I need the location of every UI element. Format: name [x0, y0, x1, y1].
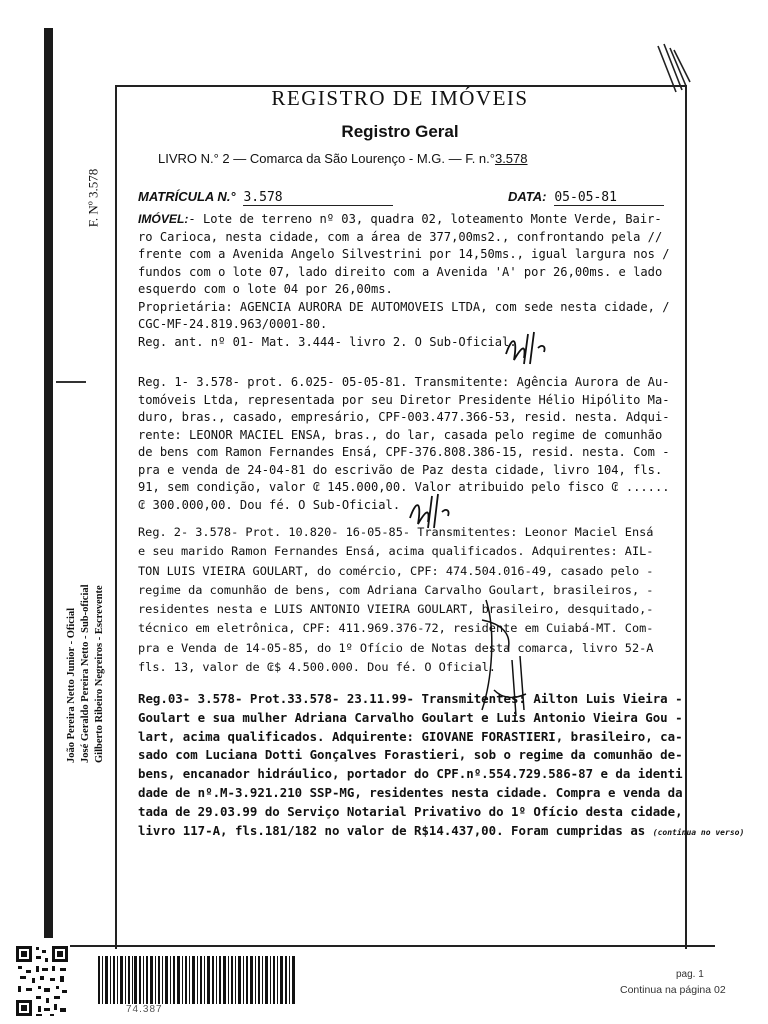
- reg2-line: residentes nesta e LUIS ANTONIO VIEIRA GOULART, brasileiro, desquitado,-: [138, 602, 654, 617]
- notary-name-escrevente: Gilberto Ribeiro Negreiros - Escrevente: [94, 585, 105, 763]
- reg3-line: lart, acima qualificados. Adquirente: GIOVANE FORASTIERI, brasileiro, ca-: [138, 728, 683, 744]
- reg1-line: ₢ 300.000,00. Dou fé. O Sub-Oficial.: [138, 497, 401, 512]
- imovel-line: frente com a Avenida Angelo Silvestrini por 14,50ms., igual largura nos /: [138, 247, 670, 261]
- folio-label: F. Nº 3.578: [85, 168, 101, 228]
- imovel-label: IMÓVEL:: [138, 212, 189, 226]
- continue-label: Continua na página 02: [620, 984, 726, 996]
- barcode: [98, 956, 298, 1006]
- reg2-line: TON LUIS VIEIRA GOULART, do comércio, CPF: 474.504.016-49, casado pelo -: [138, 563, 654, 578]
- signature-sub-oficial-1: [502, 330, 552, 370]
- document-title: REGISTRO DE IMÓVEIS: [271, 86, 529, 110]
- reg2-line: fls. 13, valor de ₢$ 4.500.000. Dou fé. O Oficial.: [138, 660, 496, 675]
- imovel-line: Reg. ant. nº 01- Mat. 3.444- livro 2. O Sub-Oficial.: [138, 334, 517, 349]
- barcode-number: 74.387: [126, 1004, 163, 1015]
- matricula-number: 3.578: [243, 190, 393, 206]
- data-field: [508, 189, 664, 206]
- reg3-line: Goulart e sua mulher Adriana Carvalho Goulart e Luis Antonio Vieira Gou -: [138, 709, 683, 725]
- matricula-row: [138, 189, 678, 209]
- reg2-line: técnico em eletrônica, CPF: 411.969.376-72, residente em Cuiabá-MT. Com-: [138, 621, 654, 636]
- reg3-line: tada de 29.03.99 do Serviço Notarial Privativo do 1º Ofício desta cidade,: [138, 803, 683, 819]
- matricula-label: MATRÍCULA N.°: [138, 189, 236, 204]
- registro-2: [138, 523, 683, 677]
- data-value: 05-05-81: [554, 190, 664, 206]
- reg2-line: Reg. 2- 3.578- Prot. 10.820- 16-05-85- Transmitentes: Leonor Maciel Ensá: [138, 525, 654, 539]
- reg3-line: bens, encanador hidráulico, portador do CPF.nº.554.729.586-87 e da identi: [138, 766, 683, 782]
- reg1-line: Reg. 1- 3.578- prot. 6.025- 05-05-81. Transmitente: Agência Aurora de Au-: [138, 375, 670, 389]
- left-margin-bar: [44, 28, 53, 938]
- reg3-line: livro 117-A, fls.181/182 no valor de R$14.437,00. Foram cumpridas as (continua no verso): [138, 822, 745, 838]
- registro-3: [138, 690, 745, 842]
- imovel-line: ro Carioca, nesta cidade, com a área de 377,00ms2., confrontando pela //: [138, 229, 663, 244]
- livro-text: LIVRO N.° 2 — Comarca da São Lourenço - M.G. — F. n.°: [158, 151, 495, 166]
- reg3-line: sado com Luciana Dotti Gonçalves Forastieri, sob o regime da comunhão de-: [138, 747, 683, 763]
- livro-line: [158, 151, 678, 166]
- page-number: pag. 1: [676, 969, 704, 980]
- reg1-line: de bens com Ramon Fernandes Ensá, CPF-376.808.386-15, resid. nesta. Com -: [138, 445, 670, 459]
- frame-bottom-line: [53, 945, 715, 947]
- reg2-line: pra e Venda de 14-05-85, do 1º Ofício de Notas desta comarca, livro 52-A: [138, 640, 654, 655]
- matricula-field: [138, 189, 393, 206]
- reg1-line: rente: LEONOR MACIEL ENSA, bras., do lar, casada pelo regime de comunhão: [138, 427, 663, 442]
- imovel-line: Proprietária: AGENCIA AURORA DE AUTOMOVEIS LTDA, com sede nesta cidade, /: [138, 299, 670, 314]
- reg3-line: Reg.03- 3.578- Prot.33.578- 23.11.99- Transmitentes: Ailton Luis Vieira -: [138, 691, 683, 706]
- imovel-line: IMÓVEL:- Lote de terreno nº 03, quadra 02, loteamento Monte Verde, Bair-: [138, 212, 662, 226]
- notary-name-sub-oficial: José Geraldo Pereira Netto - Sub-oficial: [80, 584, 91, 763]
- data-label: DATA:: [508, 189, 547, 204]
- reg1-line: 91, sem condição, valor ₢ 145.000,00. Valor atribuido pelo fisco ₢ ......: [138, 480, 670, 494]
- imovel-line: CGC-MF-24.819.963/0001-80.: [138, 317, 328, 331]
- notary-names: [62, 555, 122, 765]
- folha-number: 3.578: [494, 151, 528, 166]
- document-subtitle: Registro Geral: [341, 122, 459, 141]
- margin-tick-mark: [56, 381, 86, 383]
- imovel-section: [138, 211, 683, 351]
- reg3-line: dade de nº.M-3.921.210 SSP-MG, residentes nesta cidade. Compra e venda da: [138, 784, 683, 800]
- reg2-line: e seu marido Ramon Fernandes Ensá, acima qualificados. Adquirentes: AIL-: [138, 544, 654, 559]
- imovel-line: esquerdo com o lote 04 por 26,00ms.: [138, 282, 393, 296]
- continuation-note: (continua no verso): [652, 827, 745, 837]
- reg1-line: duro, bras., casado, empresário, CPF-003.477.366-53, resid. nesta. Adqui-: [138, 410, 670, 424]
- reg1-line: tomóveis Ltda, representada por seu Diretor Presidente Hélio Hipólito Ma-: [138, 392, 670, 407]
- notary-name-oficial: João Pereira Netto Junior - Oficial: [66, 607, 77, 763]
- reg1-line: pra e venda de 24-04-81 do escrivão de Paz desta cidade, livro 104, fls.: [138, 462, 663, 477]
- qr-code: [14, 944, 70, 1018]
- imovel-line: fundos com o lote 07, lado direito com a Avenida 'A' por 26,00ms. e lado: [138, 264, 663, 279]
- reg2-line: regime da comunhão de bens, com Adriana Carvalho Goulart, brasileiros, -: [138, 582, 654, 597]
